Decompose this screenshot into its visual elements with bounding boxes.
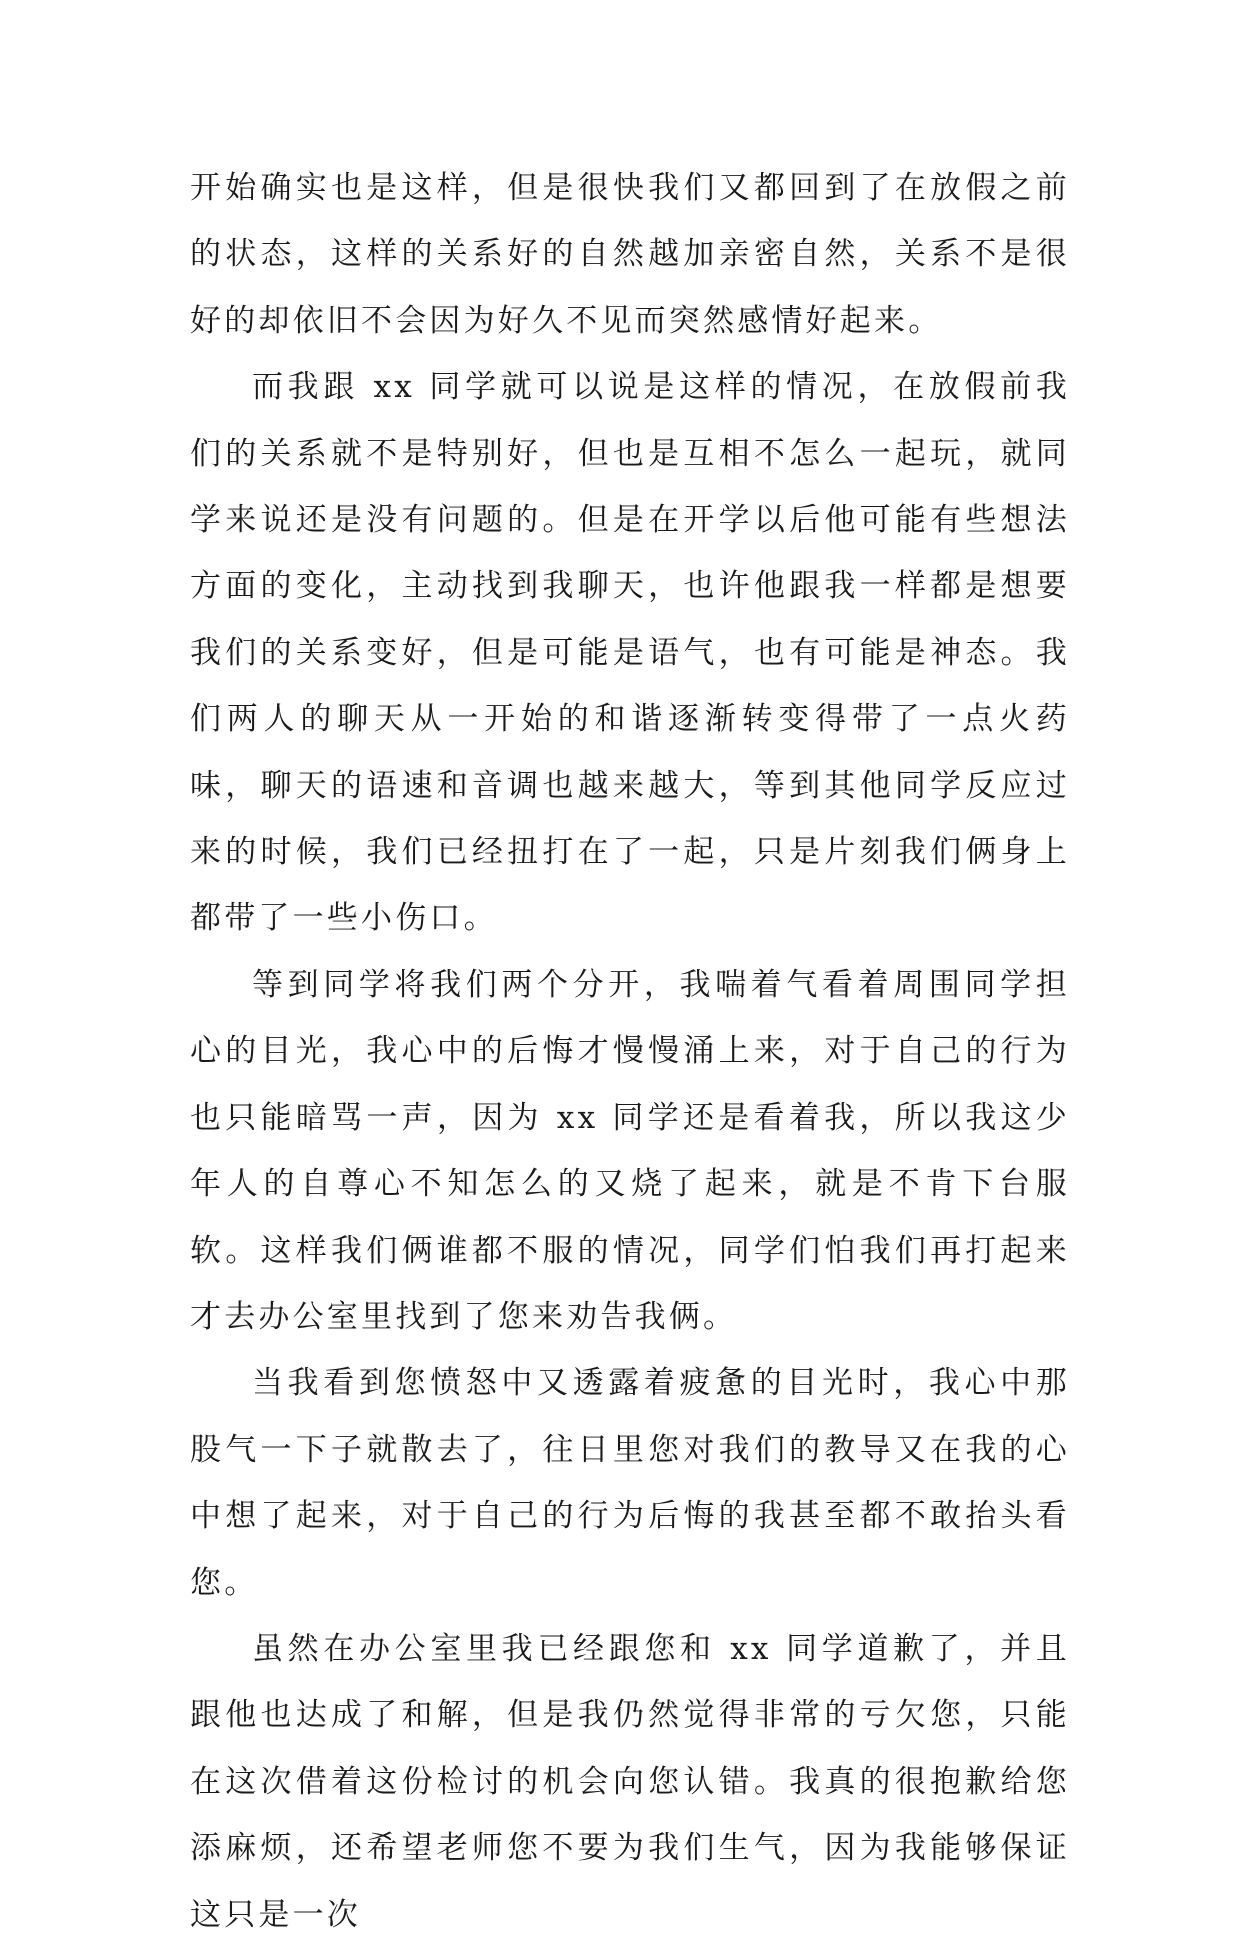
paragraph-4: 当我看到您愤怒中又透露着疲惫的目光时，我心中那股气一下子就散去了，往日里您对我们的教导又在我的心中想了起来，对于自己的行为后悔的我甚至都不敢抬头看您。 (190, 1365, 1070, 1601)
paragraph-2: 而我跟 xx 同学就可以说是这样的情况，在放假前我们的关系就不是特别好，但也是互相不怎么一起玩，就同学来说还是没有问题的。但是在开学以后他可能有些想法方面的变化，主动找到我聊天，也许他跟我一样都是想要我们的关系变好，但是可能是语气，也有可能是神态。我们两人的聊天从一开始的和谐逐渐转变得带了一点火药味，聊天的语速和音调也越来越大，等到其他同学反应过来的时候，我们已经扭打在了一起，只是片刻我们俩身上都带了一些小伤口。 (190, 369, 1070, 937)
paragraph-5: 虽然在办公室里我已经跟您和 xx 同学道歉了，并且跟他也达成了和解，但是我仍然觉得非常的亏欠您，只能在这次借着这份检讨的机会向您认错。我真的很抱歉给您添麻烦，还希望老师您不要为我们生气，因为我能够保证这只是一次 (190, 1630, 1070, 1933)
paragraph-1: 开始确实也是这样，但是很快我们又都回到了在放假之前的状态，这样的关系好的自然越加亲密自然，关系不是很好的却依旧不会因为好久不见而突然感情好起来。 (190, 170, 1070, 339)
paragraph-3: 等到同学将我们两个分开，我喘着气看着周围同学担心的目光，我心中的后悔才慢慢涌上来，对于自己的行为也只能暗骂一声，因为 xx 同学还是看着我，所以我这少年人的自尊心不知怎么的又烧了起来，就是不肯下台服软。这样我们俩谁都不服的情况，同学们怕我们再打起来才去办公室里找到了您来劝告我俩。 (190, 966, 1070, 1335)
document-body (190, 155, 1070, 1948)
